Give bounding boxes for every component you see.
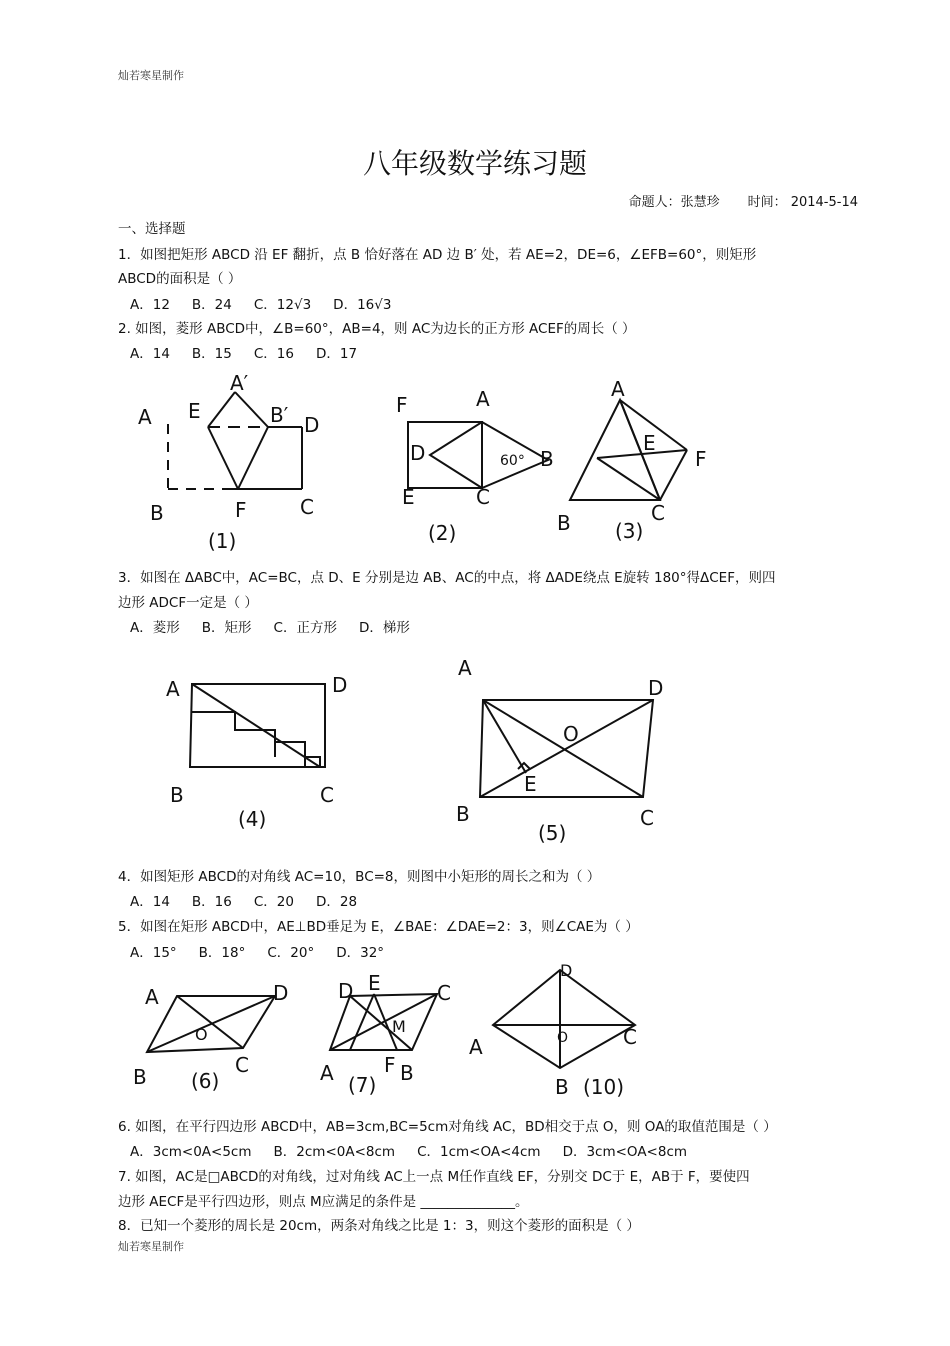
q2-text: 2. 如图，菱形 ABCD中，∠B=60°，AB=4，则 AC为边长的正方形 ACEF的周长（ ）	[118, 321, 636, 337]
q6-option-b: B．2cm<0A<8cm	[273, 1144, 396, 1160]
q3-option-d: D．梯形	[358, 620, 410, 636]
fig2-label-c: C	[476, 485, 490, 509]
fig4-label-b: B	[170, 783, 184, 807]
fig1-label-f: F	[235, 498, 247, 522]
q6-option-c: C．1cm<OA<4cm	[417, 1144, 541, 1160]
fig4-label-c: C	[320, 783, 334, 807]
figure-1	[130, 372, 345, 552]
fig5-label-d: D	[648, 676, 664, 700]
q1-option-b: B．24	[191, 297, 232, 313]
q3-options	[130, 616, 432, 636]
fig5-label-a: A	[458, 656, 472, 680]
meta-line	[601, 191, 858, 210]
fig4-label-a: A	[166, 677, 180, 701]
section-heading: 一、选择题	[118, 221, 186, 237]
figure-3	[555, 378, 725, 548]
fig4-label-d: D	[332, 673, 348, 697]
q1-text-2: ABCD的面积是（ ）	[118, 271, 242, 287]
q3-option-b: B．矩形	[201, 620, 252, 636]
fig1-label-a-prime: A′	[230, 372, 249, 395]
fig10-label-b: B	[555, 1075, 569, 1099]
figure-5	[448, 645, 678, 855]
fig1-caption: (1)	[208, 529, 237, 552]
fig7-label-b: B	[400, 1061, 414, 1085]
fig6-label-d: D	[273, 981, 289, 1005]
q5-option-a: A．15°	[130, 945, 177, 961]
fig7-caption: (7)	[348, 1073, 377, 1097]
fig5-label-b: B	[456, 802, 470, 826]
fig2-label-angle: 60°	[500, 453, 525, 469]
date: 时间： 2014-5-14	[747, 195, 858, 210]
fig2-label-a: A	[476, 387, 490, 411]
fig10-label-a: A	[469, 1035, 483, 1059]
author: 命题人：张慧珍	[628, 195, 720, 210]
q3-option-c: C．正方形	[273, 620, 337, 636]
fig1-label-b-prime: B′	[270, 403, 289, 427]
q4-options	[130, 890, 379, 910]
fig2-label-d: D	[410, 441, 426, 465]
fig2-label-e: E	[402, 485, 415, 509]
q4-text: 4．如图矩形 ABCD的对角线 AC=10，BC=8，则图中小矩形的周长之和为（ ）	[118, 869, 601, 885]
q4-option-d: D．28	[315, 894, 358, 910]
fig3-label-b: B	[557, 511, 571, 535]
q6-option-a: A．3cm<0A<5cm	[130, 1144, 252, 1160]
q8-text: 8．已知一个菱形的周长是 20cm，两条对角线之比是 1：3，则这个菱形的面积是（ ）	[118, 1218, 640, 1234]
q6-option-d: D．3cm<OA<8cm	[562, 1144, 688, 1160]
fig1-label-a: A	[138, 405, 152, 429]
fig2-label-b: B	[540, 447, 554, 471]
q6-text: 6. 如图，在平行四边形 ABCD中，AB=3cm,BC=5cm对角线 AC，BD相交于点 O，则 OA的取值范围是（ ）	[118, 1119, 777, 1135]
fig7-label-m: M	[392, 1017, 406, 1036]
q5-option-b: B．18°	[198, 945, 246, 961]
fig7-label-c: C	[437, 981, 451, 1005]
fig5-label-e: E	[524, 772, 537, 796]
fig1-label-c: C	[300, 495, 314, 519]
fig4-caption: (4)	[238, 807, 267, 831]
q3-text-2: 边形 ADCF一定是（ ）	[118, 595, 258, 611]
fig7-label-f: F	[384, 1053, 396, 1077]
fig6-label-b: B	[133, 1065, 147, 1089]
q4-option-a: A．14	[130, 894, 170, 910]
fig10-caption: (10)	[583, 1075, 625, 1099]
q6-options	[130, 1140, 709, 1160]
figure-4	[160, 662, 360, 842]
q4-option-b: B．16	[191, 894, 232, 910]
fig5-label-c: C	[640, 806, 654, 830]
q7-text-2: 边形 AECF是平行四边形，则点 M应满足的条件是 ______________。	[118, 1194, 529, 1210]
q2-option-b: B．15	[191, 346, 232, 362]
q2-option-d: D．17	[315, 346, 358, 362]
fig7-label-d: D	[338, 979, 354, 1003]
q1-option-d: D．16√3	[333, 297, 392, 313]
fig10-label-c: C	[623, 1025, 637, 1049]
q1-option-a: A．12	[130, 297, 170, 313]
fig6-label-c: C	[235, 1053, 249, 1077]
fig10-label-o: O	[557, 1030, 569, 1046]
fig10-label-d: D	[560, 961, 573, 980]
q1-options	[130, 293, 413, 313]
q5-options	[130, 941, 406, 961]
figure-10	[465, 960, 650, 1105]
fig1-label-e: E	[188, 399, 201, 423]
figure-6	[125, 972, 295, 1102]
fig3-caption: (3)	[615, 519, 644, 543]
page-header: 灿若寒星制作	[118, 69, 184, 82]
fig7-label-e: E	[368, 972, 381, 995]
fig3-label-f: F	[695, 447, 707, 471]
q3-option-a: A．菱形	[130, 620, 180, 636]
q1-option-c: C．12√3	[253, 297, 312, 313]
fig3-label-e: E	[643, 431, 656, 455]
fig2-label-f: F	[396, 393, 408, 417]
fig3-label-c: C	[651, 501, 665, 525]
fig2-caption: (2)	[428, 521, 457, 545]
fig6-label-a: A	[145, 985, 159, 1009]
q2-options	[130, 342, 379, 362]
fig7-label-a: A	[320, 1061, 334, 1085]
fig1-label-b: B	[150, 501, 164, 525]
q5-text: 5．如图在矩形 ABCD中，AE⊥BD垂足为 E，∠BAE：∠DAE=2：3，则∠CAE为（ ）	[118, 919, 639, 935]
q7-text-1: 7. 如图，AC是□ABCD的对角线，过对角线 AC上一点 M任作直线 EF，分别交 DC于 E，AB于 F，要使四	[118, 1169, 750, 1185]
q1-text-1: 1．如图把矩形 ABCD 沿 EF 翻折，点 B 恰好落在 AD 边 B′ 处，若 AE=2，DE=6，∠EFB=60°，则矩形	[118, 247, 757, 263]
q5-option-c: C．20°	[267, 945, 315, 961]
fig6-label-o: O	[195, 1025, 208, 1044]
figure-7	[312, 972, 462, 1097]
page-footer: 灿若寒星制作	[118, 1240, 184, 1253]
q4-option-c: C．20	[253, 894, 294, 910]
q2-option-a: A．14	[130, 346, 170, 362]
fig6-caption: (6)	[191, 1069, 220, 1093]
fig5-label-o: O	[563, 722, 579, 746]
q3-text-1: 3．如图在 ΔABC中，AC=BC，点 D、E 分别是边 AB、AC的中点，将 ΔADE绕点 E旋转 180°得ΔCEF，则四	[118, 570, 776, 586]
figure-2	[390, 380, 565, 550]
q5-option-d: D．32°	[336, 945, 385, 961]
fig3-label-a: A	[611, 378, 625, 401]
fig1-label-d: D	[304, 413, 320, 437]
q2-option-c: C．16	[253, 346, 294, 362]
page-title: 八年级数学练习题	[362, 147, 587, 180]
fig5-caption: (5)	[538, 821, 567, 845]
